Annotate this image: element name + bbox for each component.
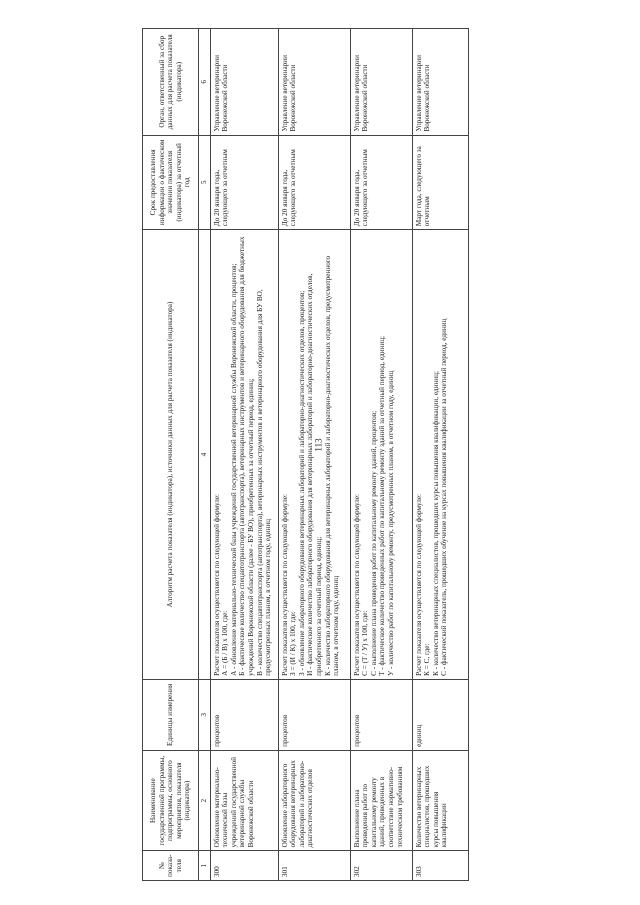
row-term: До 20 января года, следующего за отчетным: [350, 135, 412, 230]
row-name: Обновление лабораторного оборудования ветеринарных лабораторий и лабораторно-диагностических отделов: [278, 750, 350, 851]
header-term: Срок предоставления информации о фактическом значении показателя (индикатора) за отчетный год: [143, 135, 199, 230]
header-name: Наименование государственной программы, подпрограммы, основного мероприятия, показателя (индикатора): [143, 750, 199, 851]
header-algorithm: Алгоритм расчета показателя (индикатора), источники данных для расчета показателя (индикатора): [143, 230, 199, 680]
algorithm-line: К - количество ветеринарных специалистов, прошедших курсы повышения квалификации, единиц;: [431, 371, 440, 676]
header-org: Орган, ответственный за сбор данных для расчета показателя (индикатора): [143, 29, 199, 136]
algorithm-line: А = (Б / В) х 100, где:: [221, 610, 230, 676]
row-unit: процентов: [210, 679, 278, 750]
algorithm-line: Расчет показателя осуществляется по следующей формуле:: [212, 493, 221, 676]
row-term: До 20 января года, следующего за отчетным: [278, 135, 350, 230]
algorithm-line: З = (И / К) х 100, где:: [289, 611, 298, 676]
row-algorithm: [412, 230, 468, 680]
column-number: 4: [199, 230, 211, 680]
header-row: [143, 29, 199, 881]
row-org: Управление ветеринарии Воронежской области: [278, 29, 350, 136]
table-row: [210, 29, 278, 881]
algorithm-line: В - количество спецавтотранспорта (автотранспорта), ветеринарных инструментов и ветеринарного оборудования для БУ ВО, предусмотренных планом, в отчетном году, единиц: [255, 289, 273, 676]
row-org: Управление ветеринарии Воронежской области: [350, 29, 412, 136]
algorithm-line: Расчет показателя осуществляется по следующей формуле:: [414, 493, 423, 676]
row-unit: процентов: [278, 679, 350, 750]
row-term: Март года, следующего за отчетным: [412, 135, 468, 230]
row-num: 301: [278, 851, 350, 881]
table-row: [412, 29, 468, 881]
algorithm-line: Т - фактическое количество проведенных работ по капитальному ремонту зданий за отчетный период, единиц;: [378, 335, 387, 676]
algorithm-line: Расчет показателя осуществляется по следующей формуле:: [352, 493, 361, 676]
algorithm-line: С = (Т / У) х 100, где:: [361, 610, 370, 676]
table-row: [278, 29, 350, 881]
column-number: 6: [199, 29, 211, 136]
column-number: 3: [199, 679, 211, 750]
table-row: [350, 29, 412, 881]
row-num: 303: [412, 851, 468, 881]
row-name: Обновление материально-технической базы учреждений государственной ветеринарной службы Воронежской области: [210, 750, 278, 851]
row-name: Выполнение плана проведения работ по капитальному ремонту зданий, приведенных в соответствие нормативно-техническим требованиям: [350, 750, 412, 851]
row-org: Управление ветеринарии Воронежской области: [412, 29, 468, 136]
row-unit: процентов: [350, 679, 412, 750]
column-number: 2: [199, 750, 211, 851]
algorithm-line: К = С, где:: [423, 643, 432, 676]
row-algorithm: [278, 230, 350, 680]
row-unit: единиц: [412, 679, 468, 750]
algorithm-line: Расчет показателя осуществляется по следующей формуле:: [280, 493, 289, 676]
row-name: Количество ветеринарных специалистов, прошедших курсы повышения квалификации: [412, 750, 468, 851]
header-num: № показа-теля: [143, 851, 199, 881]
algorithm-line: С - выполнение плана проведения работ по капитальному ремонту зданий, процентов;: [369, 410, 378, 676]
algorithm-line: К - количество лабораторного оборудования для ветеринарных лабораторий и лабораторно-диагностических отделов, предусмотренного планом, в отчетном году, единиц: [323, 255, 341, 676]
algorithm-line: Б - фактическое количество спецавтотранспорта (автотранспорта), ветеринарных инструментов и ветеринарного оборудования для бюджетных учреждений Воронежской области (далее - БУ ВО), приобретенных за отчетный период, единиц;: [238, 236, 255, 676]
column-number: 1: [199, 851, 211, 881]
row-num: 302: [350, 851, 412, 881]
header-unit: Единицы измерения: [143, 679, 199, 750]
row-num: 300: [210, 851, 278, 881]
row-algorithm: [210, 230, 278, 680]
rotated-table-sheet: [142, 28, 497, 881]
row-org: Управление ветеринарии Воронежской области: [210, 29, 278, 136]
algorithm-line: А - обновление материально-технической базы учреждений государственной ветеринарной службы Воронежской области, процентов;: [229, 263, 238, 676]
column-number-row: [199, 29, 211, 881]
algorithm-line: З - обновление лабораторного оборудования ветеринарных лабораторий и лабораторно-диагностических отделов, процентов;: [297, 290, 306, 676]
column-number: 5: [199, 135, 211, 230]
algorithm-line: С - фактический показатель, прошедших обучение на курсах повышения квалификации за отчетный период, единиц: [440, 318, 449, 676]
indicator-table: [142, 28, 469, 881]
row-algorithm: [350, 230, 412, 680]
algorithm-line: И - фактическое количество лабораторного оборудования для ветеринарных лабораторий и лабораторно-диагностических отделов, приобретенного за отчетный период, единиц;: [306, 273, 323, 676]
row-term: До 20 января года, следующего за отчетным: [210, 135, 278, 230]
page-number: 113: [313, 438, 324, 452]
algorithm-line: У - количество работ по капитальному ремонту, предусмотренных планом, в отчетном году, единиц: [386, 370, 395, 676]
